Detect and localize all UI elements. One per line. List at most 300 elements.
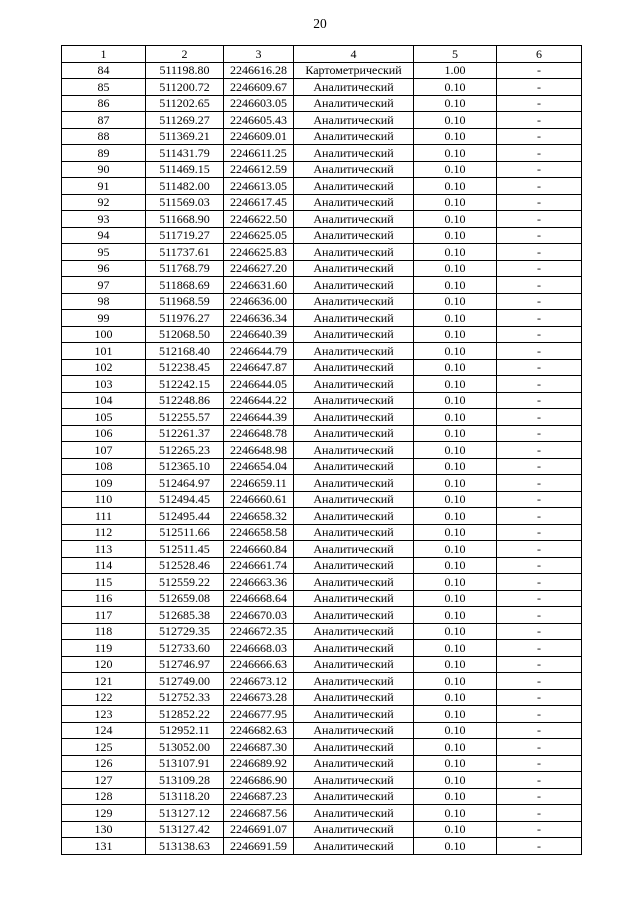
note-cell: -: [497, 689, 582, 706]
table-row: [62, 442, 582, 459]
point-number-cell: 86: [62, 95, 146, 112]
x-coordinate-cell: 511868.69: [146, 277, 224, 294]
point-number-cell: 91: [62, 178, 146, 195]
accuracy-cell: 0.10: [414, 244, 497, 261]
note-cell: -: [497, 541, 582, 558]
point-number-cell: 110: [62, 491, 146, 508]
accuracy-cell: 0.10: [414, 260, 497, 277]
table-row: [62, 409, 582, 426]
table-row: [62, 524, 582, 541]
y-coordinate-cell: 2246673.28: [224, 689, 294, 706]
note-cell: -: [497, 821, 582, 838]
x-coordinate-cell: 512168.40: [146, 343, 224, 360]
point-number-cell: 92: [62, 194, 146, 211]
y-coordinate-cell: 2246613.05: [224, 178, 294, 195]
table-row: [62, 475, 582, 492]
x-coordinate-cell: 512265.23: [146, 442, 224, 459]
x-coordinate-cell: 512255.57: [146, 409, 224, 426]
y-coordinate-cell: 2246658.58: [224, 524, 294, 541]
y-coordinate-cell: 2246689.92: [224, 755, 294, 772]
y-coordinate-cell: 2246672.35: [224, 623, 294, 640]
note-cell: -: [497, 656, 582, 673]
note-cell: -: [497, 442, 582, 459]
accuracy-cell: 0.10: [414, 161, 497, 178]
point-number-cell: 85: [62, 79, 146, 96]
table-row: [62, 244, 582, 261]
table-row: [62, 310, 582, 327]
point-number-cell: 119: [62, 640, 146, 657]
method-cell: Аналитический: [294, 95, 414, 112]
accuracy-cell: 0.10: [414, 95, 497, 112]
table-row: [62, 194, 582, 211]
method-cell: Аналитический: [294, 574, 414, 591]
table-row: [62, 805, 582, 822]
y-coordinate-cell: 2246636.00: [224, 293, 294, 310]
accuracy-cell: 0.10: [414, 458, 497, 475]
y-coordinate-cell: 2246660.84: [224, 541, 294, 558]
method-cell: Аналитический: [294, 673, 414, 690]
method-cell: Аналитический: [294, 788, 414, 805]
table-row: [62, 211, 582, 228]
note-cell: -: [497, 392, 582, 409]
table-row: [62, 260, 582, 277]
point-number-cell: 123: [62, 706, 146, 723]
x-coordinate-cell: 511719.27: [146, 227, 224, 244]
x-coordinate-cell: 513109.28: [146, 772, 224, 789]
header-row: [62, 46, 582, 63]
table-row: [62, 541, 582, 558]
y-coordinate-cell: 2246609.01: [224, 128, 294, 145]
accuracy-cell: 0.10: [414, 376, 497, 393]
note-cell: -: [497, 739, 582, 756]
accuracy-cell: 0.10: [414, 640, 497, 657]
accuracy-cell: 0.10: [414, 475, 497, 492]
page-number: 20: [313, 16, 327, 31]
method-cell: Аналитический: [294, 722, 414, 739]
table-row: [62, 458, 582, 475]
method-cell: Аналитический: [294, 458, 414, 475]
accuracy-cell: 0.10: [414, 673, 497, 690]
table-row: [62, 112, 582, 129]
x-coordinate-cell: 511976.27: [146, 310, 224, 327]
header-cell-col5: 5: [414, 46, 497, 63]
note-cell: -: [497, 838, 582, 855]
note-cell: -: [497, 310, 582, 327]
accuracy-cell: 0.10: [414, 425, 497, 442]
table-row: [62, 788, 582, 805]
point-number-cell: 113: [62, 541, 146, 558]
point-number-cell: 93: [62, 211, 146, 228]
point-number-cell: 127: [62, 772, 146, 789]
x-coordinate-cell: 512749.00: [146, 673, 224, 690]
y-coordinate-cell: 2246636.34: [224, 310, 294, 327]
x-coordinate-cell: 511768.79: [146, 260, 224, 277]
method-cell: Аналитический: [294, 640, 414, 657]
y-coordinate-cell: 2246666.63: [224, 656, 294, 673]
table-row: [62, 79, 582, 96]
note-cell: -: [497, 640, 582, 657]
method-cell: Аналитический: [294, 194, 414, 211]
table-row: [62, 689, 582, 706]
y-coordinate-cell: 2246605.43: [224, 112, 294, 129]
y-coordinate-cell: 2246616.28: [224, 62, 294, 79]
coordinates-table: [61, 45, 582, 855]
table-row: [62, 161, 582, 178]
y-coordinate-cell: 2246663.36: [224, 574, 294, 591]
y-coordinate-cell: 2246654.04: [224, 458, 294, 475]
accuracy-cell: 0.10: [414, 227, 497, 244]
x-coordinate-cell: 512528.46: [146, 557, 224, 574]
accuracy-cell: 0.10: [414, 805, 497, 822]
x-coordinate-cell: 512752.33: [146, 689, 224, 706]
x-coordinate-cell: 512559.22: [146, 574, 224, 591]
table-row: [62, 821, 582, 838]
note-cell: -: [497, 359, 582, 376]
accuracy-cell: 0.10: [414, 607, 497, 624]
method-cell: Аналитический: [294, 425, 414, 442]
x-coordinate-cell: 512495.44: [146, 508, 224, 525]
point-number-cell: 101: [62, 343, 146, 360]
note-cell: -: [497, 755, 582, 772]
y-coordinate-cell: 2246644.22: [224, 392, 294, 409]
x-coordinate-cell: 513127.42: [146, 821, 224, 838]
note-cell: -: [497, 508, 582, 525]
y-coordinate-cell: 2246640.39: [224, 326, 294, 343]
note-cell: -: [497, 211, 582, 228]
y-coordinate-cell: 2246648.78: [224, 425, 294, 442]
y-coordinate-cell: 2246658.32: [224, 508, 294, 525]
accuracy-cell: 0.10: [414, 79, 497, 96]
point-number-cell: 87: [62, 112, 146, 129]
x-coordinate-cell: 512242.15: [146, 376, 224, 393]
table-row: [62, 227, 582, 244]
point-number-cell: 104: [62, 392, 146, 409]
accuracy-cell: 0.10: [414, 194, 497, 211]
y-coordinate-cell: 2246603.05: [224, 95, 294, 112]
table-row: [62, 706, 582, 723]
note-cell: -: [497, 458, 582, 475]
accuracy-cell: 0.10: [414, 821, 497, 838]
point-number-cell: 84: [62, 62, 146, 79]
point-number-cell: 118: [62, 623, 146, 640]
point-number-cell: 109: [62, 475, 146, 492]
accuracy-cell: 0.10: [414, 343, 497, 360]
y-coordinate-cell: 2246687.30: [224, 739, 294, 756]
accuracy-cell: 0.10: [414, 557, 497, 574]
y-coordinate-cell: 2246627.20: [224, 260, 294, 277]
table-row: [62, 557, 582, 574]
note-cell: -: [497, 343, 582, 360]
table-row: [62, 128, 582, 145]
method-cell: Аналитический: [294, 739, 414, 756]
y-coordinate-cell: 2246617.45: [224, 194, 294, 211]
x-coordinate-cell: 511668.90: [146, 211, 224, 228]
point-number-cell: 89: [62, 145, 146, 162]
note-cell: -: [497, 244, 582, 261]
method-cell: Аналитический: [294, 491, 414, 508]
x-coordinate-cell: 512365.10: [146, 458, 224, 475]
method-cell: Аналитический: [294, 706, 414, 723]
x-coordinate-cell: 513052.00: [146, 739, 224, 756]
accuracy-cell: 0.10: [414, 326, 497, 343]
x-coordinate-cell: 511569.03: [146, 194, 224, 211]
table-row: [62, 178, 582, 195]
point-number-cell: 107: [62, 442, 146, 459]
note-cell: -: [497, 376, 582, 393]
point-number-cell: 116: [62, 590, 146, 607]
accuracy-cell: 0.10: [414, 508, 497, 525]
table-row: [62, 62, 582, 79]
table-row: [62, 376, 582, 393]
note-cell: -: [497, 227, 582, 244]
point-number-cell: 115: [62, 574, 146, 591]
note-cell: -: [497, 673, 582, 690]
x-coordinate-cell: 512068.50: [146, 326, 224, 343]
point-number-cell: 131: [62, 838, 146, 855]
y-coordinate-cell: 2246682.63: [224, 722, 294, 739]
x-coordinate-cell: 511269.27: [146, 112, 224, 129]
method-cell: Аналитический: [294, 128, 414, 145]
accuracy-cell: 0.10: [414, 524, 497, 541]
accuracy-cell: 0.10: [414, 623, 497, 640]
method-cell: Аналитический: [294, 838, 414, 855]
table-row: [62, 739, 582, 756]
y-coordinate-cell: 2246670.03: [224, 607, 294, 624]
accuracy-cell: 0.10: [414, 590, 497, 607]
header-cell-col3: 3: [224, 46, 294, 63]
x-coordinate-cell: 512852.22: [146, 706, 224, 723]
note-cell: -: [497, 524, 582, 541]
accuracy-cell: 0.10: [414, 211, 497, 228]
table-row: [62, 722, 582, 739]
x-coordinate-cell: 513127.12: [146, 805, 224, 822]
accuracy-cell: 0.10: [414, 409, 497, 426]
header-cell-col4: 4: [294, 46, 414, 63]
method-cell: Аналитический: [294, 227, 414, 244]
point-number-cell: 111: [62, 508, 146, 525]
point-number-cell: 130: [62, 821, 146, 838]
x-coordinate-cell: 512746.97: [146, 656, 224, 673]
x-coordinate-cell: 511198.80: [146, 62, 224, 79]
header-cell-col1: 1: [62, 46, 146, 63]
accuracy-cell: 0.10: [414, 541, 497, 558]
point-number-cell: 99: [62, 310, 146, 327]
point-number-cell: 126: [62, 755, 146, 772]
table-row: [62, 359, 582, 376]
method-cell: Аналитический: [294, 376, 414, 393]
x-coordinate-cell: 511200.72: [146, 79, 224, 96]
method-cell: Аналитический: [294, 277, 414, 294]
table-row: [62, 574, 582, 591]
y-coordinate-cell: 2246673.12: [224, 673, 294, 690]
method-cell: Аналитический: [294, 623, 414, 640]
method-cell: Аналитический: [294, 590, 414, 607]
method-cell: Аналитический: [294, 310, 414, 327]
y-coordinate-cell: 2246647.87: [224, 359, 294, 376]
point-number-cell: 98: [62, 293, 146, 310]
x-coordinate-cell: 512952.11: [146, 722, 224, 739]
note-cell: -: [497, 425, 582, 442]
point-number-cell: 128: [62, 788, 146, 805]
x-coordinate-cell: 512248.86: [146, 392, 224, 409]
method-cell: Аналитический: [294, 343, 414, 360]
method-cell: Аналитический: [294, 392, 414, 409]
x-coordinate-cell: 512729.35: [146, 623, 224, 640]
y-coordinate-cell: 2246612.59: [224, 161, 294, 178]
note-cell: -: [497, 62, 582, 79]
table-row: [62, 623, 582, 640]
point-number-cell: 129: [62, 805, 146, 822]
method-cell: Аналитический: [294, 557, 414, 574]
point-number-cell: 117: [62, 607, 146, 624]
note-cell: -: [497, 326, 582, 343]
table-row: [62, 640, 582, 657]
method-cell: Аналитический: [294, 656, 414, 673]
table-row: [62, 277, 582, 294]
method-cell: Аналитический: [294, 293, 414, 310]
table-row: [62, 772, 582, 789]
y-coordinate-cell: 2246691.07: [224, 821, 294, 838]
point-number-cell: 96: [62, 260, 146, 277]
method-cell: Аналитический: [294, 821, 414, 838]
y-coordinate-cell: 2246686.90: [224, 772, 294, 789]
accuracy-cell: 0.10: [414, 656, 497, 673]
point-number-cell: 95: [62, 244, 146, 261]
table-row: [62, 656, 582, 673]
y-coordinate-cell: 2246644.05: [224, 376, 294, 393]
note-cell: -: [497, 706, 582, 723]
y-coordinate-cell: 2246644.79: [224, 343, 294, 360]
method-cell: Картометрический: [294, 62, 414, 79]
table-header: [62, 46, 582, 63]
x-coordinate-cell: 511431.79: [146, 145, 224, 162]
y-coordinate-cell: 2246677.95: [224, 706, 294, 723]
header-cell-col6: 6: [497, 46, 582, 63]
accuracy-cell: 0.10: [414, 392, 497, 409]
point-number-cell: 124: [62, 722, 146, 739]
point-number-cell: 122: [62, 689, 146, 706]
x-coordinate-cell: 512733.60: [146, 640, 224, 657]
note-cell: -: [497, 772, 582, 789]
y-coordinate-cell: 2246622.50: [224, 211, 294, 228]
point-number-cell: 103: [62, 376, 146, 393]
note-cell: -: [497, 194, 582, 211]
accuracy-cell: 0.10: [414, 359, 497, 376]
point-number-cell: 114: [62, 557, 146, 574]
point-number-cell: 106: [62, 425, 146, 442]
method-cell: Аналитический: [294, 442, 414, 459]
x-coordinate-cell: 513107.91: [146, 755, 224, 772]
note-cell: -: [497, 128, 582, 145]
note-cell: -: [497, 277, 582, 294]
method-cell: Аналитический: [294, 607, 414, 624]
y-coordinate-cell: 2246631.60: [224, 277, 294, 294]
table-row: [62, 590, 582, 607]
table-body: [62, 62, 582, 854]
method-cell: Аналитический: [294, 326, 414, 343]
point-number-cell: 112: [62, 524, 146, 541]
note-cell: -: [497, 607, 582, 624]
table-row: [62, 343, 582, 360]
point-number-cell: 90: [62, 161, 146, 178]
note-cell: -: [497, 475, 582, 492]
note-cell: -: [497, 805, 582, 822]
table-row: [62, 326, 582, 343]
y-coordinate-cell: 2246659.11: [224, 475, 294, 492]
note-cell: -: [497, 574, 582, 591]
note-cell: -: [497, 590, 582, 607]
accuracy-cell: 0.10: [414, 491, 497, 508]
note-cell: -: [497, 161, 582, 178]
accuracy-cell: 0.10: [414, 574, 497, 591]
x-coordinate-cell: 512464.97: [146, 475, 224, 492]
table-row: [62, 673, 582, 690]
method-cell: Аналитический: [294, 79, 414, 96]
point-number-cell: 94: [62, 227, 146, 244]
x-coordinate-cell: 511369.21: [146, 128, 224, 145]
method-cell: Аналитический: [294, 161, 414, 178]
accuracy-cell: 0.10: [414, 838, 497, 855]
y-coordinate-cell: 2246687.56: [224, 805, 294, 822]
method-cell: Аналитический: [294, 260, 414, 277]
point-number-cell: 100: [62, 326, 146, 343]
table-row: [62, 392, 582, 409]
method-cell: Аналитический: [294, 541, 414, 558]
note-cell: -: [497, 112, 582, 129]
y-coordinate-cell: 2246660.61: [224, 491, 294, 508]
accuracy-cell: 0.10: [414, 310, 497, 327]
y-coordinate-cell: 2246625.05: [224, 227, 294, 244]
table-row: [62, 293, 582, 310]
x-coordinate-cell: 512238.45: [146, 359, 224, 376]
x-coordinate-cell: 511469.15: [146, 161, 224, 178]
table-row: [62, 425, 582, 442]
note-cell: -: [497, 260, 582, 277]
y-coordinate-cell: 2246668.03: [224, 640, 294, 657]
note-cell: -: [497, 145, 582, 162]
note-cell: -: [497, 623, 582, 640]
x-coordinate-cell: 513118.20: [146, 788, 224, 805]
x-coordinate-cell: 512511.45: [146, 541, 224, 558]
x-coordinate-cell: 512511.66: [146, 524, 224, 541]
x-coordinate-cell: 512261.37: [146, 425, 224, 442]
accuracy-cell: 0.10: [414, 128, 497, 145]
note-cell: -: [497, 293, 582, 310]
accuracy-cell: 0.10: [414, 706, 497, 723]
method-cell: Аналитический: [294, 211, 414, 228]
y-coordinate-cell: 2246609.67: [224, 79, 294, 96]
accuracy-cell: 0.10: [414, 788, 497, 805]
method-cell: Аналитический: [294, 689, 414, 706]
point-number-cell: 102: [62, 359, 146, 376]
table-row: [62, 145, 582, 162]
table-row: [62, 607, 582, 624]
y-coordinate-cell: 2246625.83: [224, 244, 294, 261]
point-number-cell: 120: [62, 656, 146, 673]
note-cell: -: [497, 95, 582, 112]
accuracy-cell: 0.10: [414, 178, 497, 195]
y-coordinate-cell: 2246691.59: [224, 838, 294, 855]
method-cell: Аналитический: [294, 178, 414, 195]
x-coordinate-cell: 512685.38: [146, 607, 224, 624]
point-number-cell: 125: [62, 739, 146, 756]
note-cell: -: [497, 79, 582, 96]
y-coordinate-cell: 2246668.64: [224, 590, 294, 607]
y-coordinate-cell: 2246611.25: [224, 145, 294, 162]
accuracy-cell: 0.10: [414, 442, 497, 459]
method-cell: Аналитический: [294, 524, 414, 541]
method-cell: Аналитический: [294, 244, 414, 261]
